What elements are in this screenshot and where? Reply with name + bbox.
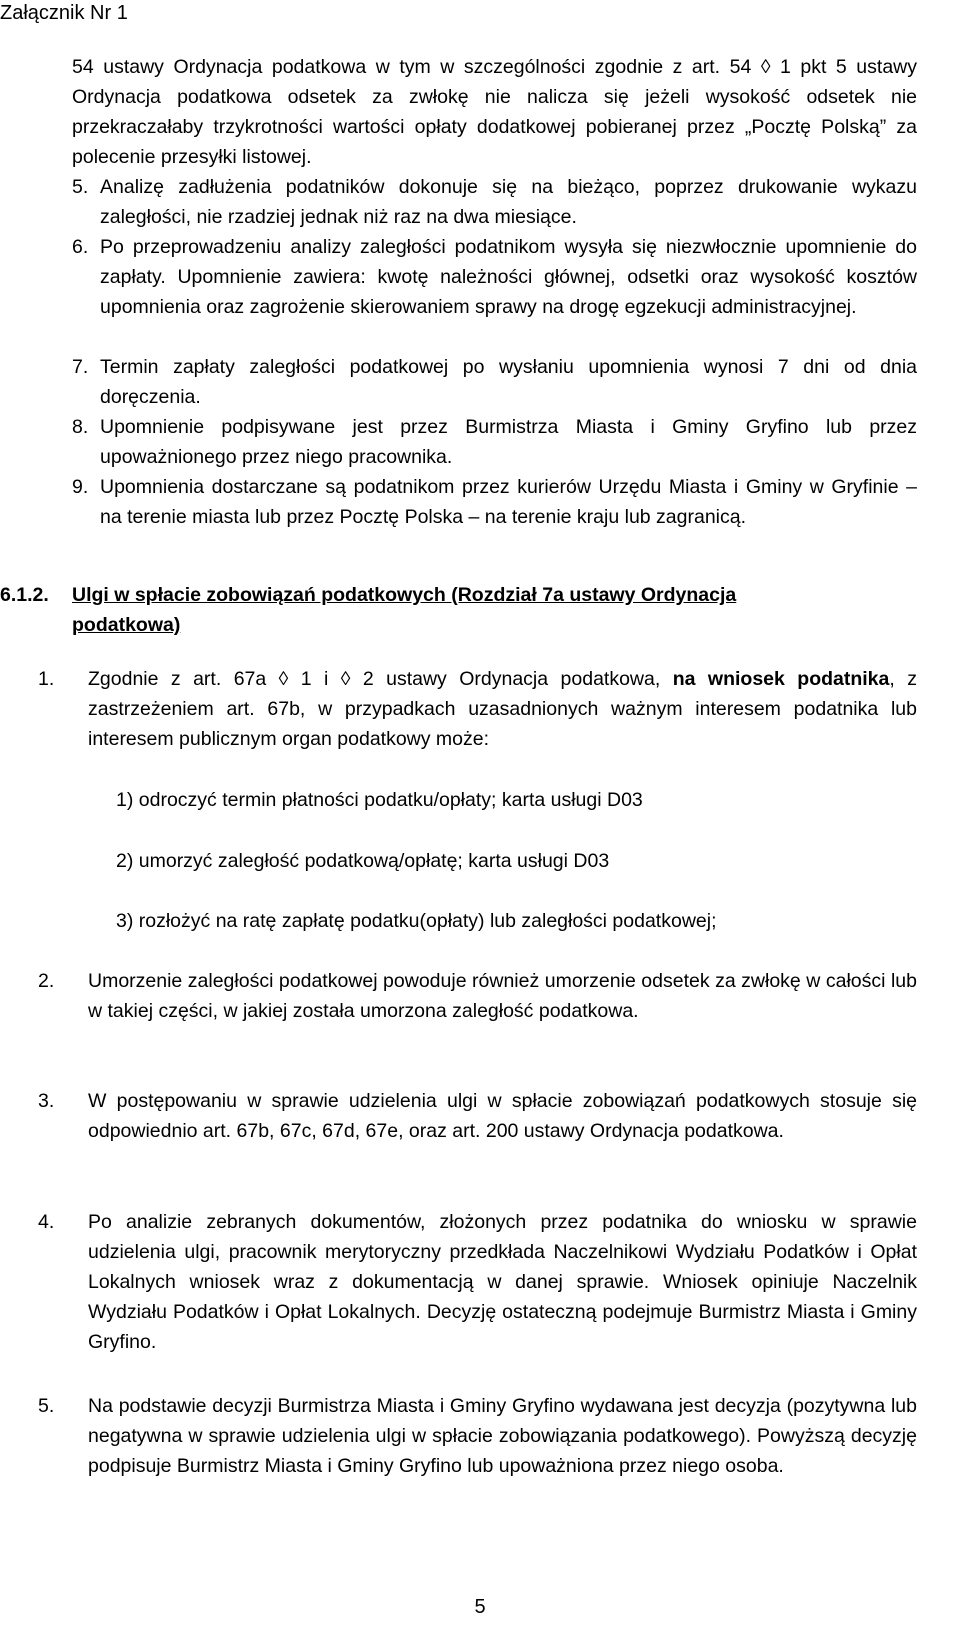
list-text: Po przeprowadzeniu analizy zaległości podatnikom wysyła się niezwłocznie upomnienie do zapłaty. Upomnienie zawiera: kwotę należności głównej, odsetki oraz wysokość kosztów upomnienia oraz zagrożenie skierowaniem sprawy na drogę egzekucji administracyjnej. (100, 236, 917, 318)
list-text (88, 664, 917, 754)
section-title-line2: podatkowa) (72, 614, 181, 636)
list-number: 5. (38, 1395, 55, 1417)
subitem: 1) odroczyć termin płatności podatku/opłaty; karta usługi D03 (116, 789, 643, 811)
list-text: Na podstawie decyzji Burmistrza Miasta i Gminy Gryfino wydawana jest decyzja (pozytywna lub negatywna w sprawie udzielenia ulgi w spłacie zobowiązania podatkowego). Powyższą decyzję podpisuje Burmistrz Miasta i Gminy Gryfino lub upoważniona przez niego osoba. (88, 1395, 917, 1477)
list-text: Upomnienie podpisywane jest przez Burmistrza Miasta i Gminy Gryfino lub przez upoważnionego przez niego pracownika. (100, 416, 917, 468)
list-text: W postępowaniu w sprawie udzielenia ulgi w spłacie zobowiązań podatkowych stosuje się odpowiednio art. 67b, 67c, 67d, 67e, oraz art. 200 ustawy Ordynacja podatkowa. (88, 1090, 917, 1142)
list-text: Termin zapłaty zaległości podatkowej po wysłaniu upomnienia wynosi 7 dni od dnia doręczenia. (100, 356, 917, 408)
list-text-after: , z zastrzeżeniem art. 67b, w przypadkach uzasadnionych ważnym interesem podatnika lub interesem publicznym organ podatkowy może: (88, 668, 917, 750)
page-number: 5 (474, 1596, 486, 1618)
list-number: 2. (38, 970, 55, 992)
list-text: Umorzenie zaległości podatkowej powoduje również umorzenie odsetek za zwłokę w całości lub w takiej części, w jakiej została umorzona zaległość podatkowa. (88, 970, 917, 1022)
subitem: 2) umorzyć zaległość podatkową/opłatę; karta usługi D03 (116, 850, 610, 872)
attachment-label: Załącznik Nr 1 (0, 2, 128, 24)
intro-paragraph: 54 ustawy Ordynacja podatkowa w tym w szczególności zgodnie z art. 54 ◊ 1 pkt 5 ustawy Ordynacja podatkowa odsetek za zwłokę nie nalicza się jeżeli wysokość odsetek nie przekraczałaby trzykrotności wartości opłaty dodatkowej pobieranej przez „Pocztę Polską” za polecenie przesyłki listowej. (72, 56, 917, 168)
list-text: Po analizie zebranych dokumentów, złożonych przez podatnika do wniosku w sprawie udzielenia ulgi, pracownik merytoryczny przedkłada Naczelnikowi Wydziału Podatków i Opłat Lokalnych wniosek wraz z dokumentacją w danej sprawie. Wniosek opiniuje Naczelnik Wydziału Podatków i Opłat Lokalnych. Decyzję ostateczną podejmuje Burmistrz Miasta i Gminy Gryfino. (88, 1211, 917, 1353)
subitem: 3) rozłożyć na ratę zapłatę podatku(opłaty) lub zaległości podatkowej; (116, 910, 717, 932)
list-number: 4. (38, 1211, 55, 1233)
list-number: 1. (38, 668, 55, 690)
section-number: 6.1.2. (0, 584, 49, 606)
list-text: Upomnienia dostarczane są podatnikom przez kurierów Urzędu Miasta i Gminy w Gryfinie – na terenie miasta lub przez Pocztę Polska – na terenie kraju lub zagranicą. (100, 476, 917, 528)
list-number: 3. (38, 1090, 55, 1112)
list-number: 5. (72, 176, 89, 198)
list-text-before: Zgodnie z art. 67a ◊ 1 i ◊ 2 ustawy Ordynacja podatkowa, (88, 668, 673, 690)
list-text: Analizę zadłużenia podatników dokonuje się na bieżąco, poprzez drukowanie wykazu zaległości, nie rzadziej jednak niż raz na dwa miesiące. (100, 176, 917, 228)
list-text-bold: na wniosek podatnika (672, 668, 890, 690)
list-number: 8. (72, 416, 89, 438)
list-number: 7. (72, 356, 89, 378)
section-title-line1: Ulgi w spłacie zobowiązań podatkowych (Rozdział 7a ustawy Ordynacja (72, 584, 737, 606)
list-number: 6. (72, 236, 89, 258)
list-number: 9. (72, 476, 89, 498)
